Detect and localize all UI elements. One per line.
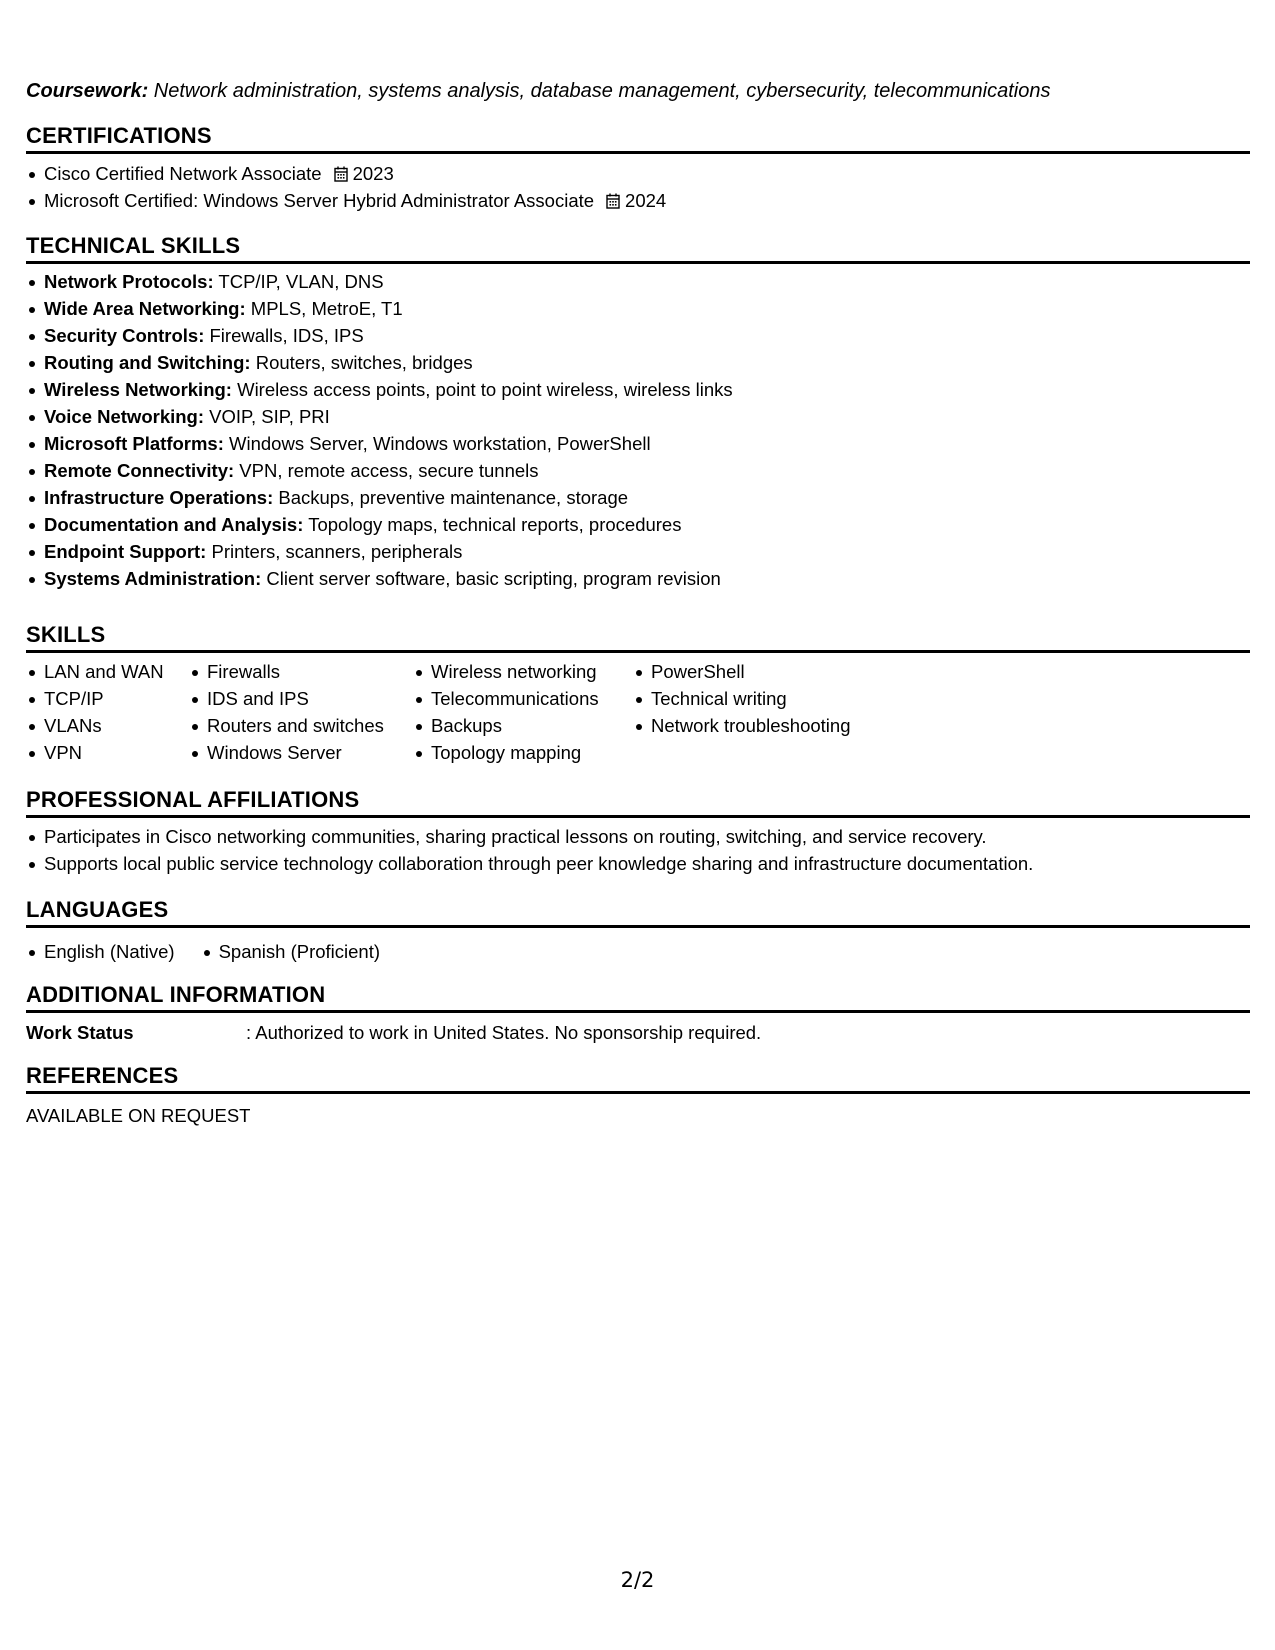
- affiliation-item: Supports local public service technology collaboration through peer knowledge sharing and infrastructure documentation.: [26, 850, 1033, 877]
- skills-list: [633, 658, 851, 739]
- skill-item: Topology mapping: [413, 739, 599, 766]
- skill-item: VPN: [26, 739, 164, 766]
- technical-skill-value: VOIP, SIP, PRI: [204, 406, 330, 427]
- technical-skill-value: Wireless access points, point to point wireless, wireless links: [231, 379, 733, 400]
- certification-name: Microsoft Certified: Windows Server Hybrid Administrator Associate: [44, 190, 595, 211]
- technical-skill-item: [26, 430, 733, 457]
- affiliation-item: Participates in Cisco networking communities, sharing practical lessons on routing, switching, and service recovery.: [26, 823, 1033, 850]
- skill-item: PowerShell: [633, 658, 851, 685]
- work-status-label: Work Status: [26, 1022, 134, 1043]
- technical-skill-label: Remote Connectivity:: [44, 460, 235, 481]
- technical-skill-value: Topology maps, technical reports, procedures: [303, 514, 682, 535]
- calendar-icon: [606, 189, 620, 205]
- skill-item: Backups: [413, 712, 599, 739]
- certification-year: 2023: [352, 163, 394, 184]
- section-title-additional-information: ADDITIONAL INFORMATION: [26, 981, 1250, 1013]
- section-title-technical-skills: TECHNICAL SKILLS: [26, 232, 1250, 264]
- skills-list: [189, 658, 384, 766]
- technical-skill-label: Network Protocols:: [44, 271, 214, 292]
- coursework-text: Network administration, systems analysis, database management, cybersecurity, telecommunications: [148, 80, 1051, 102]
- skill-item: Technical writing: [633, 685, 851, 712]
- technical-skill-label: Routing and Switching:: [44, 352, 251, 373]
- technical-skill-item: [26, 349, 733, 376]
- technical-skill-label: Microsoft Platforms:: [44, 433, 224, 454]
- technical-skill-label: Security Controls:: [44, 325, 205, 346]
- technical-skill-item: [26, 484, 733, 511]
- technical-skill-item: [26, 511, 733, 538]
- skill-item: Firewalls: [189, 658, 384, 685]
- certifications-list: [26, 160, 666, 214]
- section-title-languages: LANGUAGES: [26, 896, 1250, 928]
- skill-item: IDS and IPS: [189, 685, 384, 712]
- technical-skill-item: [26, 322, 733, 349]
- technical-skill-item: [26, 403, 733, 430]
- technical-skill-label: Endpoint Support:: [44, 541, 207, 562]
- language-item: English (Native): [26, 938, 175, 965]
- technical-skill-value: Printers, scanners, peripherals: [206, 541, 463, 562]
- technical-skill-value: Firewalls, IDS, IPS: [204, 325, 364, 346]
- technical-skill-item: [26, 538, 733, 565]
- skills-column-3: [413, 658, 599, 766]
- references-text: AVAILABLE ON REQUEST: [26, 1105, 251, 1126]
- technical-skill-label: Wireless Networking:: [44, 379, 232, 400]
- section-title-references: REFERENCES: [26, 1062, 1250, 1094]
- technical-skill-label: Voice Networking:: [44, 406, 205, 427]
- skill-item: Telecommunications: [413, 685, 599, 712]
- technical-skill-item: [26, 295, 733, 322]
- technical-skill-item: [26, 457, 733, 484]
- skill-item: VLANs: [26, 712, 164, 739]
- certification-name: Cisco Certified Network Associate: [44, 163, 322, 184]
- certification-year: 2024: [625, 190, 667, 211]
- certification-item: [26, 160, 666, 187]
- skill-item: Network troubleshooting: [633, 712, 851, 739]
- calendar-icon: [334, 162, 348, 178]
- page-number: 2/2: [620, 1568, 655, 1592]
- technical-skill-label: Infrastructure Operations:: [44, 487, 274, 508]
- technical-skill-item: [26, 376, 733, 403]
- skill-item: TCP/IP: [26, 685, 164, 712]
- certification-item: [26, 187, 666, 214]
- section-title-professional-affiliations: PROFESSIONAL AFFILIATIONS: [26, 786, 1250, 818]
- languages-list: [26, 938, 406, 965]
- skills-column-4: [633, 658, 851, 739]
- skill-item: Windows Server: [189, 739, 384, 766]
- coursework-label: Coursework:: [26, 80, 149, 102]
- skills-list: [413, 658, 599, 766]
- technical-skill-value: TCP/IP, VLAN, DNS: [213, 271, 384, 292]
- work-status-value: : Authorized to work in United States. No sponsorship required.: [246, 1022, 762, 1043]
- skills-column-2: [189, 658, 384, 766]
- technical-skill-label: Wide Area Networking:: [44, 298, 246, 319]
- skills-column-1: [26, 658, 164, 766]
- technical-skill-value: Routers, switches, bridges: [250, 352, 473, 373]
- technical-skill-label: Documentation and Analysis:: [44, 514, 304, 535]
- technical-skill-value: Backups, preventive maintenance, storage: [273, 487, 629, 508]
- technical-skill-value: Windows Server, Windows workstation, PowerShell: [223, 433, 651, 454]
- skills-list: [26, 658, 164, 766]
- affiliations-list: [26, 823, 1033, 877]
- skill-item: LAN and WAN: [26, 658, 164, 685]
- technical-skills-list: [26, 268, 733, 592]
- work-status-row: [26, 1019, 761, 1046]
- technical-skill-value: MPLS, MetroE, T1: [245, 298, 403, 319]
- technical-skill-item: [26, 565, 733, 592]
- technical-skill-item: [26, 268, 733, 295]
- section-title-certifications: CERTIFICATIONS: [26, 122, 1250, 154]
- section-title-skills: SKILLS: [26, 621, 1250, 653]
- skill-item: Wireless networking: [413, 658, 599, 685]
- technical-skill-value: Client server software, basic scripting, program revision: [261, 568, 721, 589]
- coursework-line: [26, 80, 1051, 103]
- language-item: Spanish (Proficient): [201, 938, 380, 965]
- technical-skill-label: Systems Administration:: [44, 568, 262, 589]
- skill-item: Routers and switches: [189, 712, 384, 739]
- technical-skill-value: VPN, remote access, secure tunnels: [234, 460, 539, 481]
